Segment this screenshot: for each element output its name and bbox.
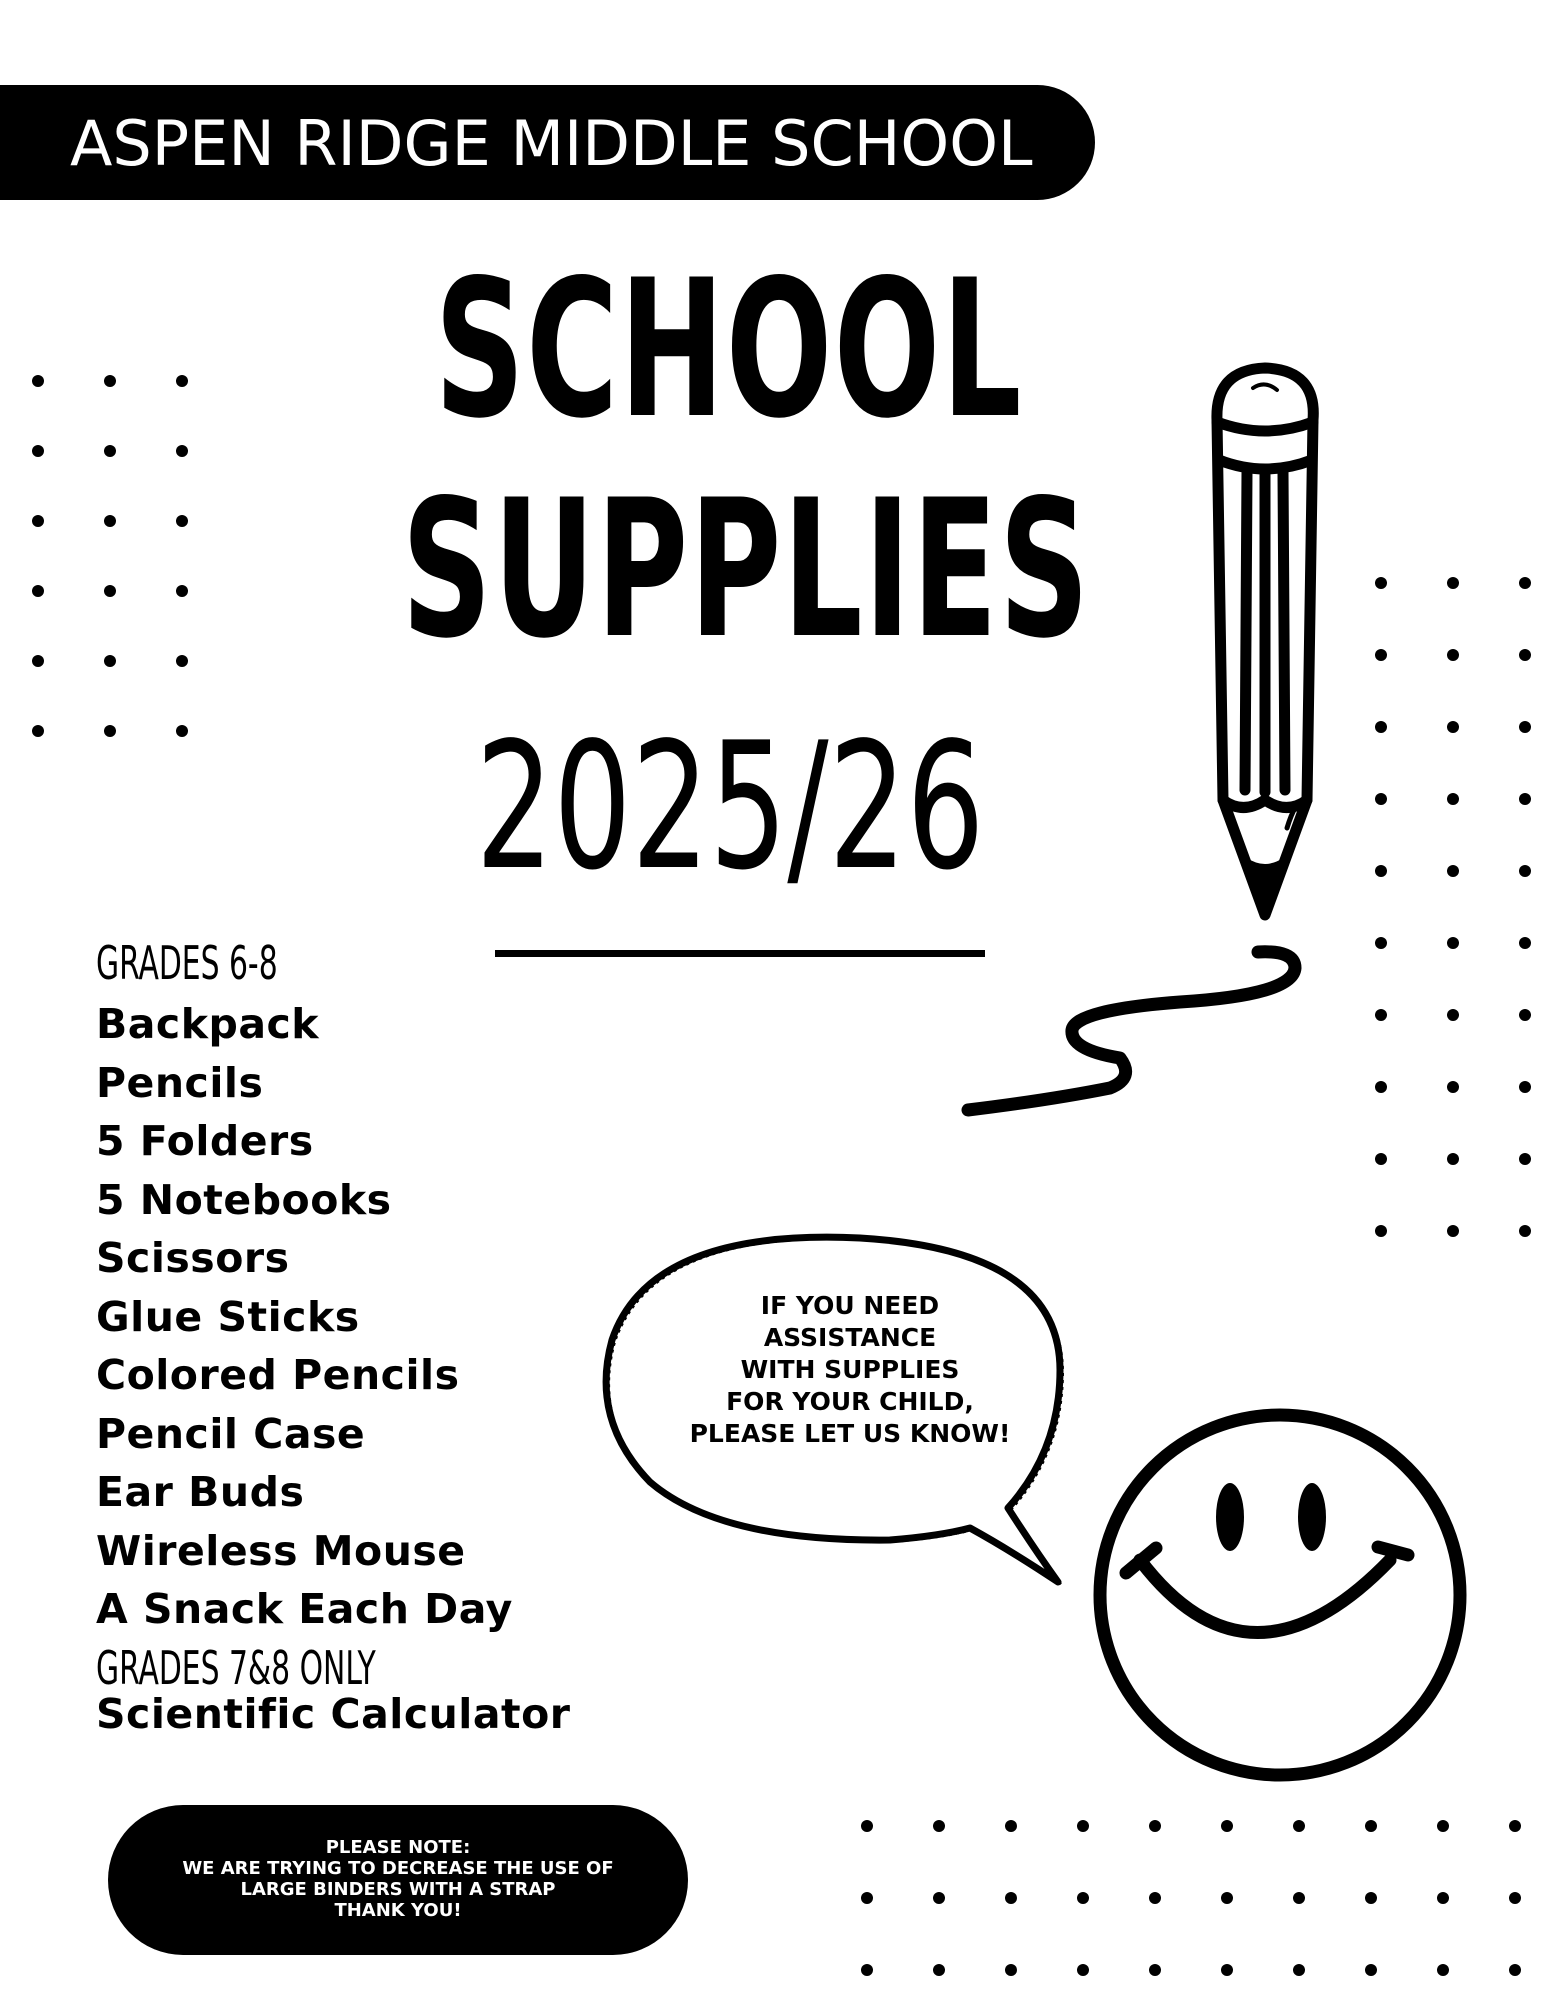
title-line-1: SCHOOL [434,239,1023,460]
school-year: 2025/26 [475,706,985,909]
title-line-2: SUPPLIES [401,459,1091,680]
dot-grid-right [1360,565,1540,1245]
dot-grid-top-left [20,360,200,750]
extra-grades-heading: GRADES 7&8 ONLY [96,1641,376,1695]
list-item: Backpack [96,1000,320,1048]
list-item: Scissors [96,1234,290,1282]
list-item: Glue Sticks [96,1292,360,1341]
list-item: 5 Notebooks [96,1175,392,1224]
dot-grid-bottom-right [850,1810,1540,2000]
assistance-line: ASSISTANCE [763,1323,937,1352]
squiggle-line-icon [950,930,1330,1120]
school-name-banner [0,85,1095,200]
list-item: 5 Folders [96,1117,314,1165]
list-item: Ear Buds [96,1468,305,1516]
assistance-line: WITH SUPPLIES [740,1355,960,1384]
pencil-icon [1195,360,1335,940]
school-name: ASPEN RIDGE MIDDLE SCHOOL [70,107,1033,180]
assistance-line: FOR YOUR CHILD, [726,1387,974,1416]
note-line: THANK YOU! [334,1900,462,1921]
grades-heading: GRADES 6-8 [96,936,278,990]
list-item: A Snack Each Day [96,1585,513,1633]
assistance-message [640,1290,1060,1450]
list-item: Scientific Calculator [96,1690,571,1738]
assistance-line: PLEASE LET US KNOW! [689,1419,1011,1448]
note-line: LARGE BINDERS WITH A STRAP [240,1879,556,1900]
list-item: Wireless Mouse [96,1526,466,1575]
supply-list [96,995,513,1639]
title-divider [495,950,985,957]
assistance-line: IF YOU NEED [760,1291,940,1320]
list-item: Pencils [96,1058,264,1107]
smiley-face-icon [1090,1405,1470,1785]
note-line: WE ARE TRYING TO DECREASE THE USE OF [182,1858,614,1879]
note-box [108,1805,688,1955]
note-line: PLEASE NOTE: [325,1837,471,1858]
list-item: Pencil Case [96,1409,366,1458]
list-item: Colored Pencils [96,1351,460,1399]
